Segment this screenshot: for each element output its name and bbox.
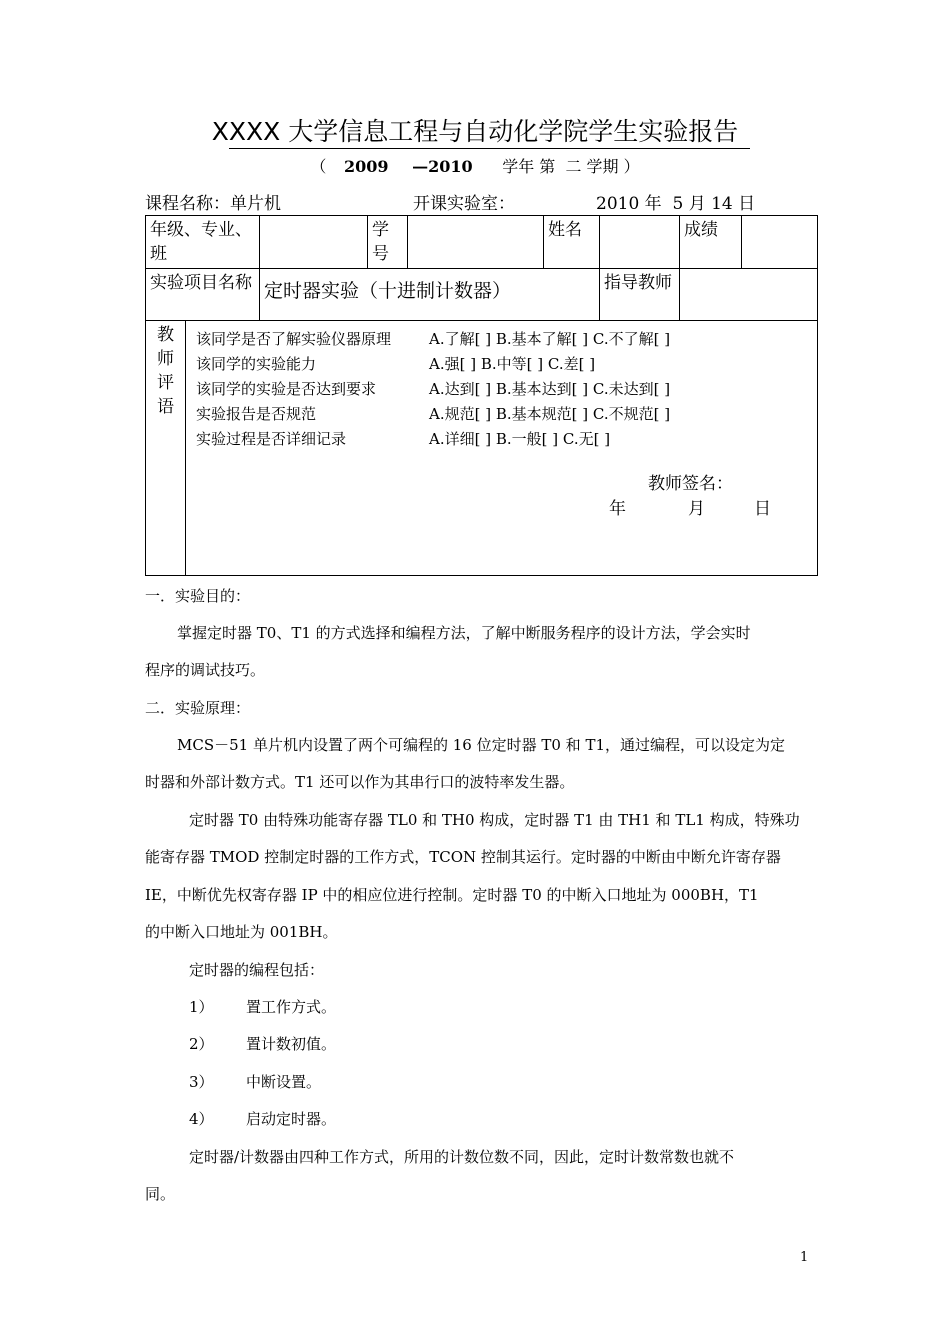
modes-text-line: 定时器/计数器由四种工作方式，所用的计数位数不同，因此，定时计数常数也就不 [189,1148,735,1166]
section-heading-purpose: 一．实验目的： [145,587,251,605]
name-field[interactable] [600,216,680,269]
advisor-label: 指导教师 [600,269,680,321]
sign-year-label: 年 [609,499,626,519]
list-item-text: 置工作方式。 [246,998,337,1016]
programming-intro: 定时器的编程包括： [189,961,325,979]
grade-major-class-label: 年级、专业、班 [146,216,260,269]
list-item-number: 2） [189,1035,214,1053]
eval-options[interactable]: A.达到[ ] B.基本达到[ ] C.未达到[ ] [429,380,671,398]
eval-question: 该同学是否了解实验仪器原理 [196,330,392,348]
grade-major-class-field[interactable] [260,216,368,269]
principle-text-line: 的中断入口地址为 001BH。 [145,923,338,941]
list-item-text: 置计数初值。 [246,1035,337,1053]
eval-options[interactable]: A.规范[ ] B.基本规范[ ] C.不规范[ ] [429,405,671,423]
principle-text-line: IE，中断优先权寄存器 IP 中的相应位进行控制。定时器 T0 的中断入口地址为 000BH，T1 [145,886,759,904]
comment-label-char: 评 [157,373,174,393]
comment-label-char: 师 [157,349,174,369]
term-open: （ [310,157,327,176]
report-form [145,215,818,576]
page-number: 1 [800,1250,809,1265]
comment-label-char: 教 [157,325,174,345]
score-field[interactable] [742,216,818,269]
year-end: —2010 [412,157,473,176]
term-suffix: 学年 第 二 学期 ） [502,157,640,176]
principle-text-line: MCS－51 单片机内设置了两个可编程的 16 位定时器 T0 和 T1，通过编程，可以设定为定 [177,736,785,754]
student-id-field[interactable] [408,216,544,269]
purpose-text-line: 程序的调试技巧。 [145,661,266,679]
teacher-signature-label: 教师签名： [648,474,733,494]
teacher-comment-label [146,321,186,576]
eval-options[interactable]: A.了解[ ] B.基本了解[ ] C.不了解[ ] [429,330,671,348]
list-item-text: 中断设置。 [246,1073,322,1091]
eval-question: 实验过程是否详细记录 [196,430,347,448]
eval-options[interactable]: A.强[ ] B.中等[ ] C.差[ ] [429,355,596,373]
project-name-value: 定时器实验（十进制计数器） [260,269,600,321]
principle-text-line: 时器和外部计数方式。T1 还可以作为其串行口的波特率发生器。 [145,773,575,791]
eval-question: 该同学的实验是否达到要求 [196,380,377,398]
eval-options[interactable]: A.详细[ ] B.一般[ ] C.无[ ] [429,430,611,448]
list-item-number: 3） [189,1073,214,1091]
score-label: 成绩 [680,216,742,269]
advisor-field[interactable] [680,269,818,321]
student-id-label: 学号 [368,216,408,269]
report-title: XXXX 大学信息工程与自动化学院学生实验报告 [211,117,739,146]
purpose-text-line: 掌握定时器 T0、T1 的方式选择和编程方法，了解中断服务程序的设计方法，学会实时 [177,624,751,642]
section-heading-principle: 二．实验原理： [145,699,251,717]
lab-room: 开课实验室： [413,194,515,214]
teacher-comment-area [186,321,818,576]
title-underline [229,148,750,149]
list-item-number: 1） [189,998,214,1016]
year-start: 2009 [343,157,389,176]
eval-question: 该同学的实验能力 [196,355,317,373]
report-date: 2010 年 5 月 14 日 [596,194,756,214]
eval-question: 实验报告是否规范 [196,405,317,423]
modes-text-line: 同。 [145,1185,176,1203]
sign-day-label: 日 [754,499,771,519]
academic-term [0,154,950,177]
principle-text-line: 能寄存器 TMOD 控制定时器的工作方式，TCON 控制其运行。定时器的中断由中断允许寄存器 [145,848,781,866]
list-item-number: 4） [189,1110,214,1128]
sign-month-label: 月 [688,499,705,519]
name-label: 姓名 [544,216,600,269]
course-name: 课程名称：单片机 [145,194,281,214]
list-item-text: 启动定时器。 [246,1110,337,1128]
principle-text-line: 定时器 T0 由特殊功能寄存器 TL0 和 TH0 构成，定时器 T1 由 TH1 和 TL1 构成，特殊功 [189,811,800,829]
project-name-label: 实验项目名称 [146,269,260,321]
comment-label-char: 语 [157,397,174,417]
